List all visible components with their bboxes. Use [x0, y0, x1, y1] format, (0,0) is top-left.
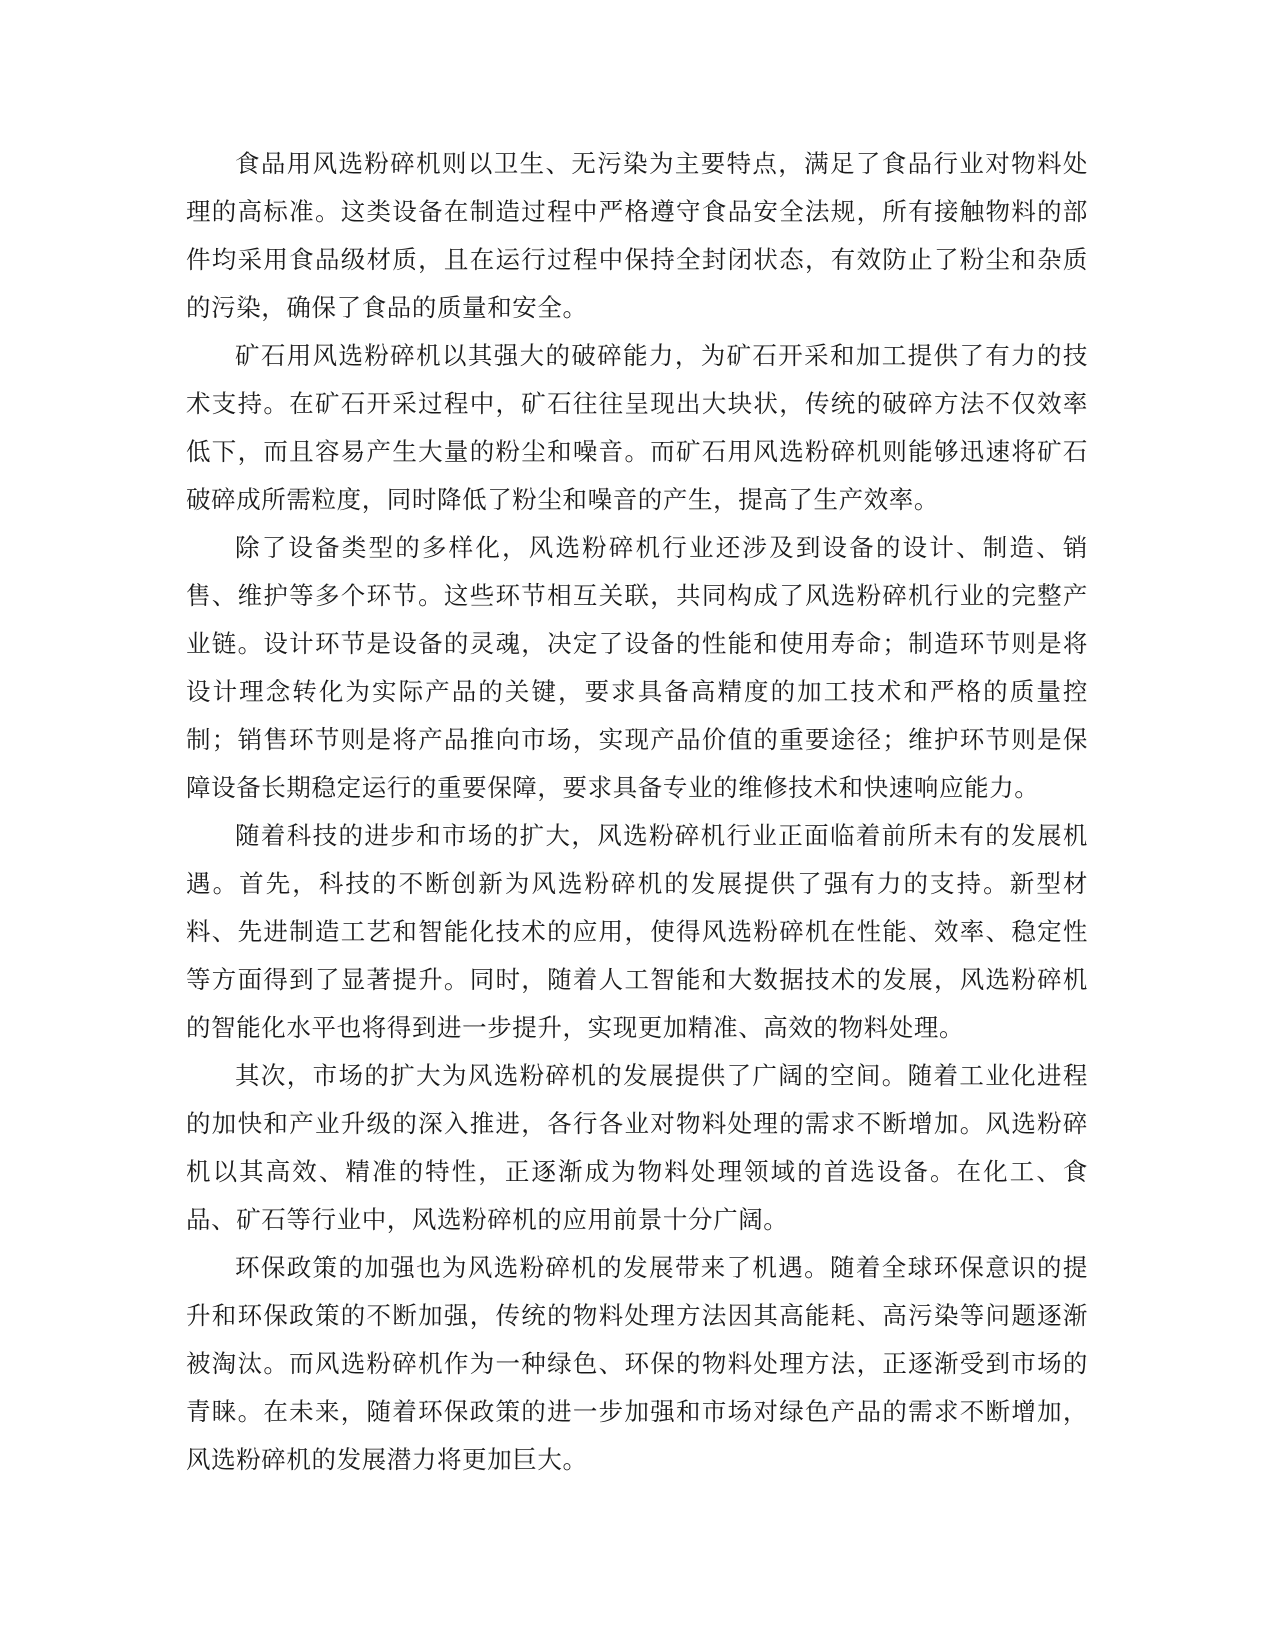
paragraph-market-expansion: 其次，市场的扩大为风选粉碎机的发展提供了广阔的空间。随着工业化进程的加快和产业升级的深入推进，各行各业对物料处理的需求不断增加。风选粉碎机以其高效、精准的特性，正逐渐成为物料处理领域的首选设备。在化工、食品、矿石等行业中，风选粉碎机的应用前景十分广阔。	[186, 1061, 1088, 1234]
paragraph-food-grade: 食品用风选粉碎机则以卫生、无污染为主要特点，满足了食品行业对物料处理的高标准。这类设备在制造过程中严格遵守食品安全法规，所有接触物料的部件均采用食品级材质，且在运行过程中保持全封闭状态，有效防止了粉尘和杂质的污染，确保了食品的质量和安全。	[186, 149, 1088, 322]
paragraph-environmental-policy: 环保政策的加强也为风选粉碎机的发展带来了机遇。随着全球环保意识的提升和环保政策的不断加强，传统的物料处理方法因其高能耗、高污染等问题逐渐被淘汰。而风选粉碎机作为一种绿色、环保的物料处理方法，正逐渐受到市场的青睐。在未来，随着环保政策的进一步加强和市场对绿色产品的需求不断增加，风选粉碎机的发展潜力将更加巨大。	[186, 1253, 1088, 1474]
paragraph-technology-opportunity: 随着科技的进步和市场的扩大，风选粉碎机行业正面临着前所未有的发展机遇。首先，科技的不断创新为风选粉碎机的发展提供了强有力的支持。新型材料、先进制造工艺和智能化技术的应用，使得风选粉碎机在性能、效率、稳定性等方面得到了显著提升。同时，随着人工智能和大数据技术的发展，风选粉碎机的智能化水平也将得到进一步提升，实现更加精准、高效的物料处理。	[186, 821, 1088, 1042]
paragraph-industry-chain: 除了设备类型的多样化，风选粉碎机行业还涉及到设备的设计、制造、销售、维护等多个环节。这些环节相互关联，共同构成了风选粉碎机行业的完整产业链。设计环节是设备的灵魂，决定了设备的性能和使用寿命；制造环节则是将设计理念转化为实际产品的关键，要求具备高精度的加工技术和严格的质量控制；销售环节则是将产品推向市场，实现产品价值的重要途径；维护环节则是保障设备长期稳定运行的重要保障，要求具备专业的维修技术和快速响应能力。	[186, 533, 1088, 802]
paragraph-ore-grade: 矿石用风选粉碎机以其强大的破碎能力，为矿石开采和加工提供了有力的技术支持。在矿石开采过程中，矿石往往呈现出大块状，传统的破碎方法不仅效率低下，而且容易产生大量的粉尘和噪音。而矿石用风选粉碎机则能够迅速将矿石破碎成所需粒度，同时降低了粉尘和噪音的产生，提高了生产效率。	[186, 341, 1088, 514]
document-body	[186, 140, 1088, 1484]
